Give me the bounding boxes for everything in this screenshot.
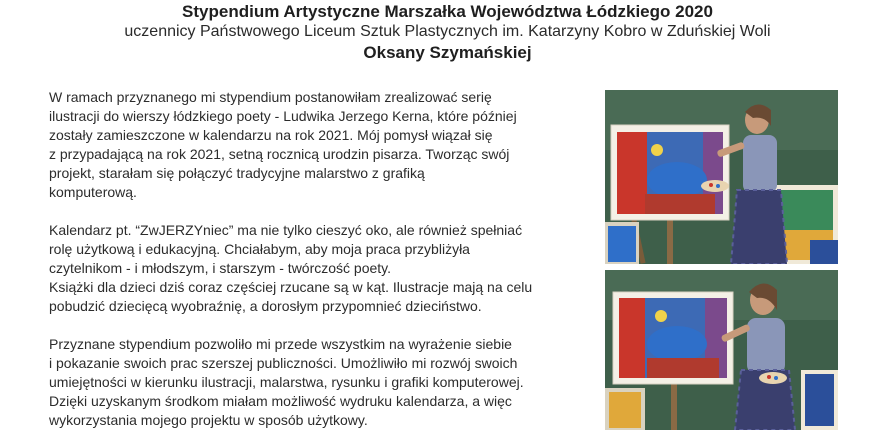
text-line: z przypadającą na rok 2021, setną rocznicą urodzin pisarza. Tworząc swój: [49, 146, 510, 162]
text-line: Kalendarz pt. “ZwJERZYniec” ma nie tylko cieszyć oko, ale również spełniać: [49, 222, 523, 238]
body-text: [49, 88, 596, 430]
text-line: projekt, starałam się połączyć tradycyjne malarstwo z grafiką: [49, 165, 425, 181]
photo-illustration: [605, 270, 838, 430]
document-subtitle: uczennicy Państwowego Liceum Sztuk Plastycznych im. Katarzyny Kobro w Zduńskiej Woli: [124, 23, 771, 40]
paragraph-1: [49, 88, 596, 202]
text-line: Dzięki uzyskanym środkom miałam możliwość wydruku kalendarza, a więc: [49, 393, 512, 409]
photo-illustration: [605, 90, 838, 264]
paragraph-2: [49, 221, 596, 316]
document-header: [0, 0, 895, 64]
text-line: Książki dla dzieci dziś coraz częściej rzucane są w kąt. Ilustracje mają na celu: [49, 279, 533, 295]
paragraph-3: [49, 335, 596, 430]
student-name: Oksany Szymańskiej: [363, 43, 532, 62]
document-title: Stypendium Artystyczne Marszałka Województwa Łódzkiego 2020: [182, 2, 713, 21]
text-line: czytelnikom - i młodszym, i starszym - twórczość poety.: [49, 260, 392, 276]
artist-painting-photo-1: [605, 90, 838, 264]
text-line: W ramach przyznanego mi stypendium postanowiłam zrealizować serię: [49, 89, 492, 105]
text-line: rolę użytkową i edukacyjną. Chciałabym, aby moja praca przybliżyła: [49, 241, 470, 257]
text-line: Przyznane stypendium pozwoliło mi przede wszystkim na wyrażenie siebie: [49, 336, 512, 352]
text-line: komputerową.: [49, 184, 137, 200]
text-line: i pokazanie swoich prac szerszej publiczności. Umożliwiło mi rozwój swoich: [49, 355, 518, 371]
artist-painting-photo-2: [605, 270, 838, 430]
text-line: wykorzystania mojego projektu w sposób użytkowy.: [49, 412, 368, 428]
text-line: pobudzić dziecięcą wyobraźnię, a dorosłym przypomnieć dzieciństwo.: [49, 298, 482, 314]
text-line: umiejętności w kierunku ilustracji, malarstwa, rysunku i grafiki komputerowej.: [49, 374, 524, 390]
text-line: ilustracji do wierszy łódzkiego poety - Ludwika Jerzego Kerna, które później: [49, 108, 517, 124]
text-line: zostały zamieszczone w kalendarzu na rok 2021. Mój pomysł wiązał się: [49, 127, 493, 143]
